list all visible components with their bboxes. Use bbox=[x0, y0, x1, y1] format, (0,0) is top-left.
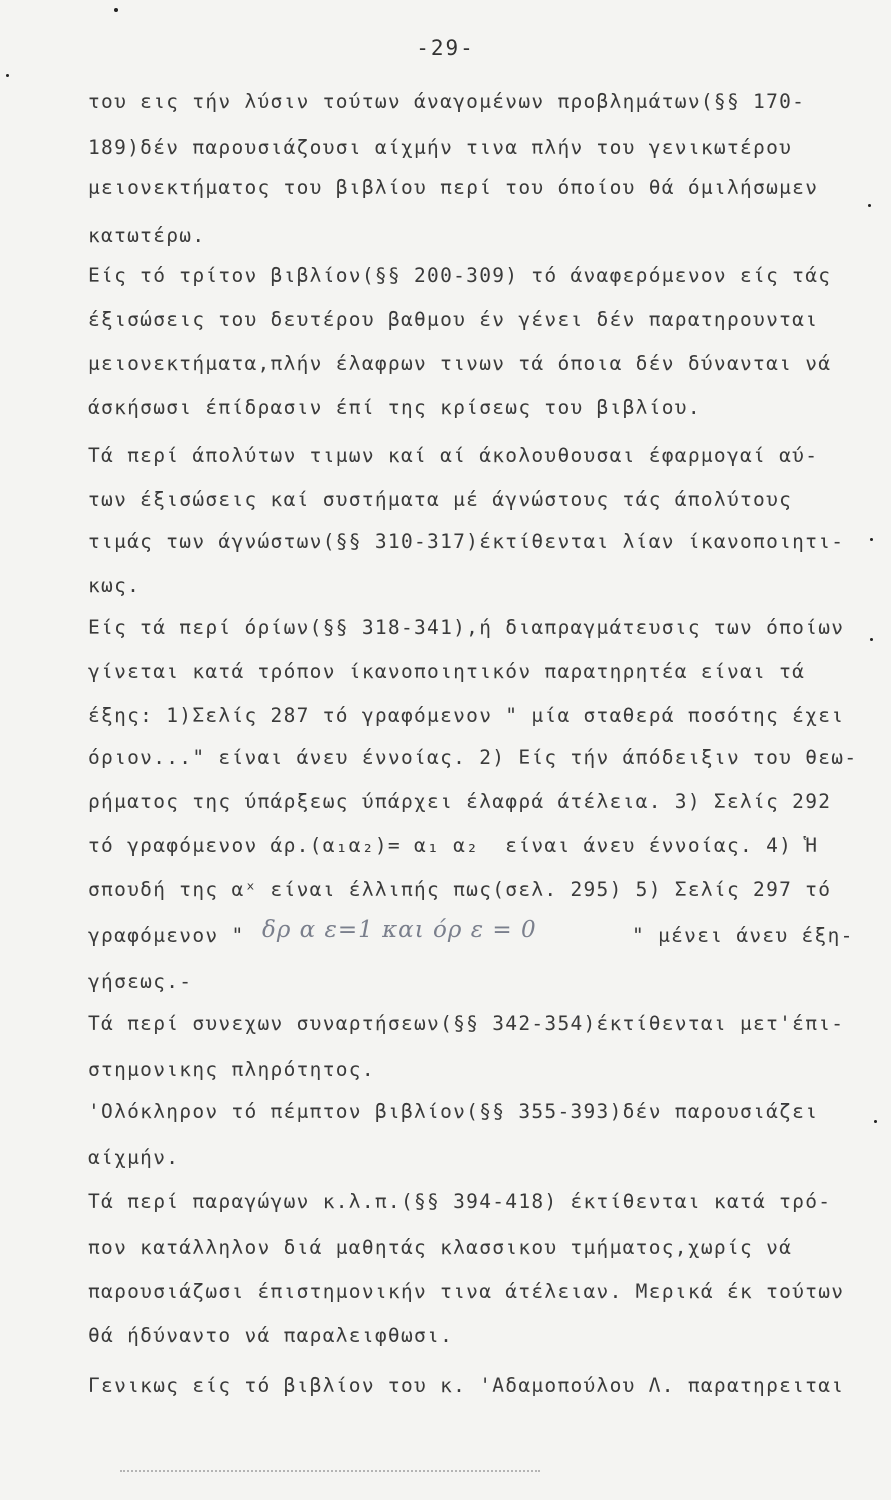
text-line: αίχμήν. bbox=[88, 1146, 180, 1169]
text-line: κως. bbox=[88, 574, 141, 597]
ink-speck-mark bbox=[874, 1120, 877, 1123]
bottom-edge-marks bbox=[120, 1470, 540, 1476]
ink-speck-mark bbox=[870, 638, 873, 641]
text-line: τιμάς των άγνώστων(§§ 310-317)έκτίθενται λίαν ίκανοποιητι- bbox=[88, 530, 845, 553]
page-number: -29- bbox=[416, 36, 475, 60]
text-line: όριον..." είναι άνευ έννοίας. 2) Είς τήν άπόδειξιν του θεω- bbox=[88, 746, 858, 769]
text-line: Τά περί παραγώγων κ.λ.π.(§§ 394-418) έκτίθενται κατά τρό- bbox=[88, 1190, 832, 1213]
text-line: Είς τό τρίτον βιβλίον(§§ 200-309) τό άναφερόμενον είς τάς bbox=[88, 264, 832, 287]
text-line: 189)δέν παρουσιάζουσι αίχμήν τινα πλήν του γενικωτέρου bbox=[88, 136, 793, 159]
text-line: Τά περί άπολύτων τιμων καί αί άκολουθουσαι έφαρμογαί αύ- bbox=[88, 444, 819, 467]
text-line: Είς τά περί όρίων(§§ 318-341),ή διαπραγμάτευσις των όποίων bbox=[88, 616, 845, 639]
text-line: 'Ολόκληρον τό πέμπτον βιβλίον(§§ 355-393)δέν παρουσιάζει bbox=[88, 1100, 819, 1123]
text-line: πον κατάλληλον διά μαθητάς κλασσικου τμήματος,χωρίς νά bbox=[88, 1236, 793, 1259]
text-line: κατωτέρω. bbox=[88, 224, 206, 247]
text-line: έξισώσεις του δευτέρου βαθμου έν γένει δέν παρατηρουνται bbox=[88, 308, 819, 331]
ink-speck-mark bbox=[868, 204, 871, 207]
text-line: τό γραφόμενον άρ.(α₁α₂)= α₁ α₂ είναι άνευ έννοίας. 4) Ἡ bbox=[88, 834, 819, 857]
text-line: " μένει άνευ έξη- bbox=[632, 924, 854, 947]
ink-speck-mark bbox=[6, 74, 9, 77]
text-line: έξης: 1)Σελίς 287 τό γραφόμενον " μία σταθερά ποσότης έχει bbox=[88, 704, 845, 727]
handwritten-insert: δρ α ε=1 και όρ ε = 0 bbox=[262, 917, 537, 943]
text-line: μειονεκτήματος του βιβλίου περί του όποίου θά όμιλήσωμεν bbox=[88, 176, 819, 199]
text-line: στημονικης πληρότητος. bbox=[88, 1058, 375, 1081]
text-line: παρουσιάζωσι έπιστημονικήν τινα άτέλειαν. Μερικά έκ τούτων bbox=[88, 1280, 845, 1303]
text-line: Τά περί συνεχων συναρτήσεων(§§ 342-354)έκτίθενται μετ'έπι- bbox=[88, 1012, 845, 1035]
text-line: Γενικως είς τό βιβλίον του κ. 'Αδαμοπούλου Λ. παρατηρειται bbox=[88, 1374, 845, 1397]
text-line: μειονεκτήματα,πλήν έλαφρων τινων τά όποια δέν δύνανται νά bbox=[88, 352, 832, 375]
text-line: γίνεται κατά τρόπον ίκανοποιητικόν παρατηρητέα είναι τά bbox=[88, 660, 806, 683]
text-line: του εις τήν λύσιν τούτων άναγομένων προβλημάτων(§§ 170- bbox=[88, 90, 806, 113]
text-line: ρήματος της ύπάρξεως ύπάρχει έλαφρά άτέλεια. 3) Σελίς 292 bbox=[88, 790, 832, 813]
text-line: σπουδή της αˣ είναι έλλιπής πως(σελ. 295) 5) Σελίς 297 τό bbox=[88, 878, 832, 901]
text-line: γήσεως.- bbox=[88, 970, 193, 993]
ink-speck-mark bbox=[870, 538, 873, 541]
text-line: θά ήδύναντο νά παραλειφθωσι. bbox=[88, 1324, 454, 1347]
text-line: γραφόμενον " bbox=[88, 924, 245, 947]
text-line: των έξισώσεις καί συστήματα μέ άγνώστους τάς άπολύτους bbox=[88, 488, 793, 511]
text-line: άσκήσωσι έπίδρασιν έπί της κρίσεως του βιβλίου. bbox=[88, 396, 701, 419]
ink-speck-mark bbox=[114, 8, 118, 12]
